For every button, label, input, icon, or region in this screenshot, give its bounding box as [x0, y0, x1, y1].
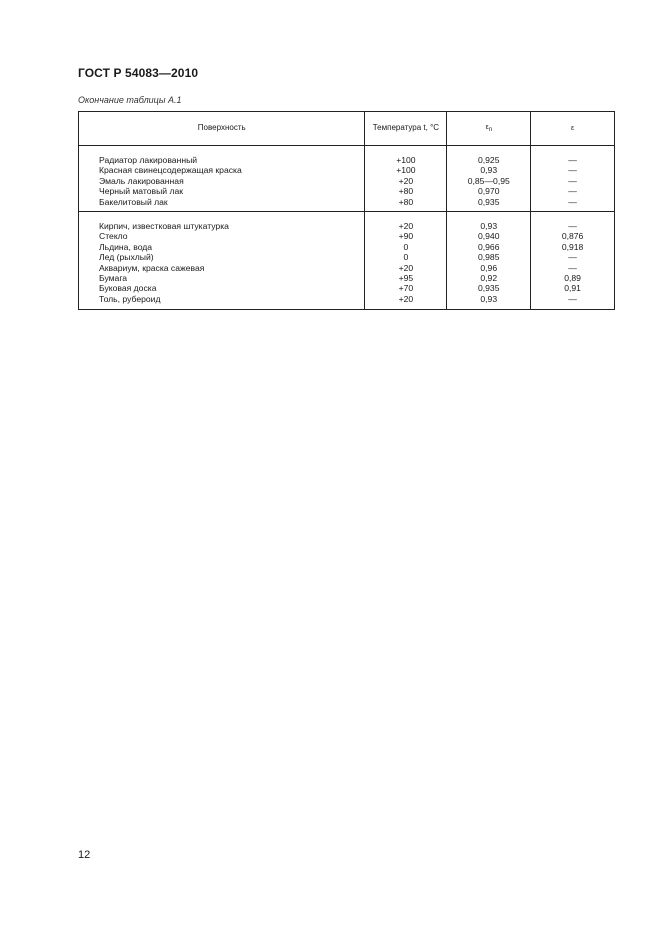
cell-eps: —: [531, 146, 615, 166]
document-code-header: ГОСТ Р 54083—2010: [78, 66, 199, 80]
table-header-row: [79, 112, 615, 146]
table-row: [79, 197, 615, 212]
cell-temperature: +100: [365, 165, 447, 175]
cell-temperature: +70: [365, 283, 447, 293]
cell-eps-n: 0,93: [447, 165, 531, 175]
cell-temperature: +100: [365, 146, 447, 166]
cell-temperature: +20: [365, 294, 447, 310]
cell-eps: —: [531, 197, 615, 212]
cell-temperature: +95: [365, 273, 447, 283]
cell-eps-n: 0,93: [447, 212, 531, 232]
emissivity-table: [78, 111, 615, 310]
header-eps: [531, 112, 615, 146]
cell-surface: Черный матовый лак: [79, 186, 365, 196]
cell-temperature: +20: [365, 176, 447, 186]
cell-temperature: +20: [365, 263, 447, 273]
cell-temperature: +90: [365, 231, 447, 241]
table-row: [79, 273, 615, 283]
cell-surface: Кирпич, известковая штукатурка: [79, 212, 365, 232]
cell-surface: Радиатор лакированный: [79, 146, 365, 166]
table-row: [79, 283, 615, 293]
cell-temperature: +20: [365, 212, 447, 232]
table-body: [79, 146, 615, 310]
cell-eps: 0,89: [531, 273, 615, 283]
cell-temperature: 0: [365, 252, 447, 262]
cell-eps-n: 0,925: [447, 146, 531, 166]
cell-surface: Лед (рыхлый): [79, 252, 365, 262]
cell-eps-n: 0,935: [447, 197, 531, 212]
header-eps-n: [447, 112, 531, 146]
cell-eps: —: [531, 165, 615, 175]
table-row: [79, 165, 615, 175]
table-row: [79, 176, 615, 186]
cell-temperature: +80: [365, 186, 447, 196]
cell-eps: —: [531, 186, 615, 196]
cell-temperature: 0: [365, 242, 447, 252]
cell-eps-n: 0,92: [447, 273, 531, 283]
cell-surface: Красная свинецсодержащая краска: [79, 165, 365, 175]
cell-eps-n: 0,970: [447, 186, 531, 196]
cell-temperature: +80: [365, 197, 447, 212]
header-eps-symbol: ε: [571, 124, 575, 132]
table-row: [79, 231, 615, 241]
header-surface: Поверхность: [79, 112, 365, 146]
page-number: 12: [78, 849, 91, 861]
cell-eps-n: 0,966: [447, 242, 531, 252]
cell-eps-n: 0,985: [447, 252, 531, 262]
cell-surface: Толь, рубероид: [79, 294, 365, 310]
cell-eps-n: 0,96: [447, 263, 531, 273]
header-eps-n-symbol: ε: [485, 123, 489, 131]
cell-surface: Льдина, вода: [79, 242, 365, 252]
cell-eps: —: [531, 252, 615, 262]
cell-eps: 0,918: [531, 242, 615, 252]
cell-eps: —: [531, 263, 615, 273]
cell-surface: Стекло: [79, 231, 365, 241]
table-row: [79, 186, 615, 196]
cell-eps: —: [531, 176, 615, 186]
table-caption: Окончание таблицы А.1: [78, 95, 182, 105]
table-row: [79, 252, 615, 262]
cell-eps-n: 0,85—0,95: [447, 176, 531, 186]
cell-surface: Бумага: [79, 273, 365, 283]
cell-surface: Аквариум, краска сажевая: [79, 263, 365, 273]
cell-eps-n: 0,940: [447, 231, 531, 241]
table-row: [79, 146, 615, 166]
table-row: [79, 242, 615, 252]
cell-eps-n: 0,935: [447, 283, 531, 293]
cell-surface: Буковая доска: [79, 283, 365, 293]
cell-eps: 0,91: [531, 283, 615, 293]
cell-eps: —: [531, 294, 615, 310]
header-eps-n-subscript: п: [488, 126, 492, 133]
cell-eps-n: 0,93: [447, 294, 531, 310]
cell-surface: Бакелитовый лак: [79, 197, 365, 212]
table-row: [79, 212, 615, 232]
table-row: [79, 263, 615, 273]
table-row: [79, 294, 615, 310]
cell-eps: —: [531, 212, 615, 232]
cell-eps: 0,876: [531, 231, 615, 241]
cell-surface: Эмаль лакированная: [79, 176, 365, 186]
header-temperature: Температура t, °С: [365, 112, 447, 146]
